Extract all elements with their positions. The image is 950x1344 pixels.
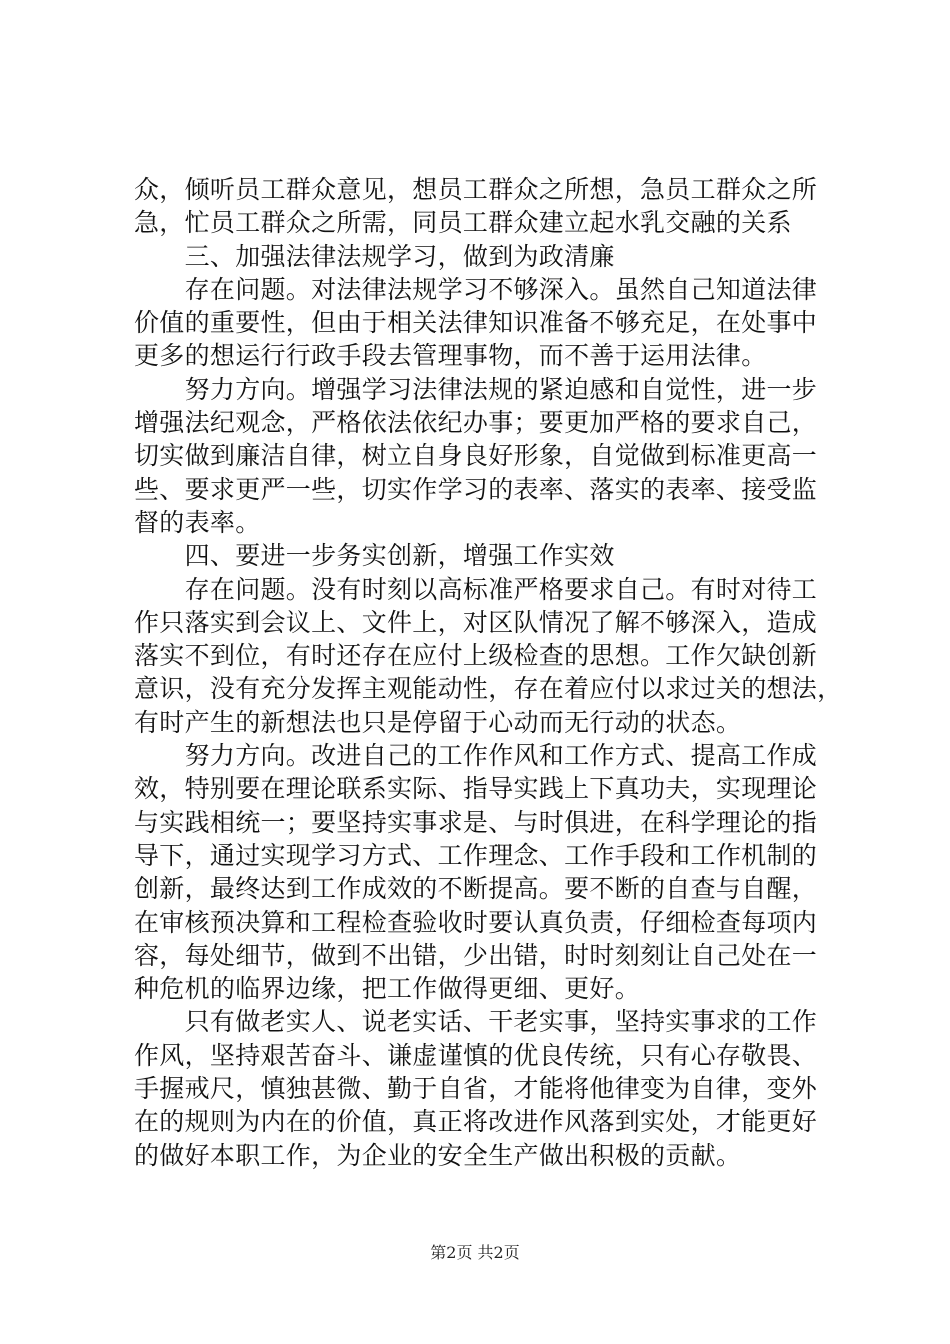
text-line: 急，忙员工群众之所需，同员工群众建立起水乳交融的关系 (134, 208, 792, 238)
text-line: 更多的想运行行政手段去管理事物，而不善于运用法律。 (134, 341, 767, 371)
text-line: 手握戒尺，慎独甚微、勤于自省，才能将他律变为自律，变外 (134, 1074, 818, 1104)
text-line: 与实践相统一；要坚持实事求是、与时俱进，在科学理论的指 (134, 807, 818, 837)
text-line: 存在问题。对法律法规学习不够深入。虽然自己知道法律 (134, 274, 818, 304)
text-line: 作只落实到会议上、文件上，对区队情况了解不够深入，造成 (134, 607, 818, 637)
text-line: 的做好本职工作，为企业的安全生产做出积极的贡献。 (134, 1140, 742, 1170)
section-heading: 四、要进一步务实创新，增强工作实效 (134, 541, 615, 571)
text-line: 切实做到廉洁自律，树立自身良好形象，自觉做到标准更高一 (134, 441, 818, 471)
text-line: 督的表率。 (134, 507, 261, 537)
text-line: 增强法纪观念，严格依法依纪办事；要更加严格的要求自己， (134, 408, 818, 438)
text-line: 效，特别要在理论联系实际、指导实践上下真功夫，实现理论 (134, 774, 818, 804)
text-line: 存在问题。没有时刻以高标准严格要求自己。有时对待工 (134, 574, 818, 604)
text-line: 努力方向。改进自己的工作作风和工作方式、提高工作成 (134, 741, 818, 771)
text-line: 容，每处细节，做到不出错，少出错，时时刻刻让自己处在一 (134, 940, 818, 970)
text-line: 意识，没有充分发挥主观能动性，存在着应付以求过关的想法， (134, 674, 843, 704)
text-line: 有时产生的新想法也只是停留于心动而无行动的状态。 (134, 707, 742, 737)
text-line: 只有做老实人、说老实话、干老实事，坚持实事求的工作 (134, 1007, 818, 1037)
text-line: 价值的重要性，但由于相关法律知识准备不够充足，在处事中 (134, 308, 818, 338)
text-line: 落实不到位，有时还存在应付上级检查的思想。工作欠缺创新 (134, 641, 818, 671)
text-line: 些、要求更严一些，切实作学习的表率、落实的表率、接受监 (134, 474, 818, 504)
text-line: 众，倾听员工群众意见，想员工群众之所想，急员工群众之所 (134, 175, 818, 204)
text-line: 导下，通过实现学习方式、工作理念、工作手段和工作机制的 (134, 840, 818, 870)
text-line: 创新，最终达到工作成效的不断提高。要不断的自查与自醒， (134, 874, 818, 904)
text-line: 种危机的临界边缘，把工作做得更细、更好。 (134, 974, 641, 1004)
text-line: 在的规则为内在的价值，真正将改进作风落到实处，才能更好 (134, 1107, 818, 1137)
document-body (134, 173, 843, 1172)
text-line: 在审核预决算和工程检查验收时要认真负责，仔细检查每项内 (134, 907, 818, 937)
text-line: 努力方向。增强学习法律法规的紧迫感和自觉性，进一步 (134, 374, 818, 404)
text-line: 作风，坚持艰苦奋斗、谦虚谨慎的优良传统，只有心存敬畏、 (134, 1040, 818, 1070)
page-number-footer: 第2页 共2页 (430, 1243, 520, 1262)
section-heading: 三、加强法律法规学习，做到为政清廉 (134, 241, 615, 271)
